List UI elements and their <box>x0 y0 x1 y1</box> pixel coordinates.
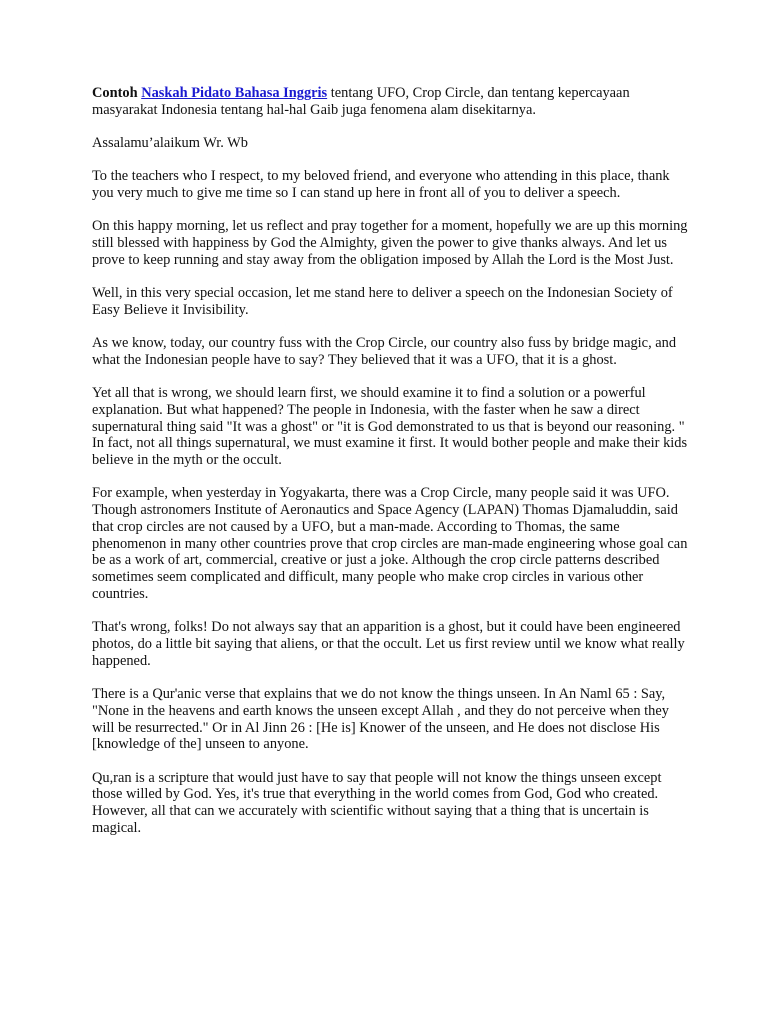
intro-lead: Contoh <box>92 85 138 101</box>
body-paragraph: On this happy morning, let us reflect and pray together for a moment, hopefully we are up this morning still blessed with happiness by God the Almighty, given the power to give thanks always. And let us prove to keep running and stay away from the obligation imposed by Allah the Lord is the Most Just. <box>92 218 688 268</box>
document-body <box>92 85 688 853</box>
body-paragraph: That's wrong, folks! Do not always say that an apparition is a ghost, but it could have been engineered photos, do a little bit saying that aliens, or that the occult. Let us first review until we know what really happened. <box>92 619 685 669</box>
body-paragraph: For example, when yesterday in Yogyakarta, there was a Crop Circle, many people said it was UFO. Though astronomers Institute of Aeronautics and Space Agency (LAPAN) Thomas Djamaluddin, said that crop circles are not caused by a UFO, but a man-made. According to Thomas, the same phenomenon in many other countries prove that crop circles are man-made engineering whose goal can be as a work of art, commercial, creative or just a joke. Although the crop circle patterns described sometimes seem complicated and difficult, many people who make crop circles in various other countries. <box>92 485 688 603</box>
body-paragraph: As we know, today, our country fuss with the Crop Circle, our country also fuss by bridge magic, and what the Indonesian people have to say? They believed that it was a UFO, that it is a ghost. <box>92 334 677 368</box>
intro-paragraph <box>92 85 688 119</box>
body-paragraph: Qu,ran is a scripture that would just have to say that people will not know the things unseen except those willed by God. Yes, it's true that everything in the world comes from God, God who created. However, all that can we accurately with scientific without saying that a thing that is uncertain is magical. <box>92 769 662 836</box>
body-paragraph: Well, in this very special occasion, let me stand here to deliver a speech on the Indonesian Society of Easy Believe it Invisibility. <box>92 284 673 318</box>
naskah-pidato-link[interactable]: Naskah Pidato Bahasa Inggris <box>141 85 328 101</box>
greeting-paragraph: Assalamu’alaikum Wr. Wb <box>92 134 248 151</box>
intro-text: tentang UFO, Crop Circle, dan tentang kepercayaan masyarakat Indonesia tentang hal-hal Gaib juga fenomena alam disekitarnya. <box>92 85 630 118</box>
body-paragraph: To the teachers who I respect, to my beloved friend, and everyone who attending in this place, thank you very much to give me time so I can stand up here in front all of you to deliver a speech. <box>92 168 670 201</box>
body-paragraph: There is a Qur'anic verse that explains that we do not know the things unseen. In An Naml 65 : Say, "None in the heavens and earth knows the unseen except Allah , and they do not perceive when they will be resurrected." Or in Al Jinn 26 : [He is] Knower of the unseen, and He does not disclose His [knowledge of the] unseen to anyone. <box>92 686 669 753</box>
body-paragraph: Yet all that is wrong, we should learn first, we should examine it to find a solution or a powerful explanation. But what happened? The people in Indonesia, with the faster when he saw a direct supernatural thing said "It was a ghost" or "it is God demonstrated to us that is beyond our reasoning. " In fact, not all things supernatural, we must examine it first. It would bother people and make their kids believe in the myth or the occult. <box>92 384 688 469</box>
